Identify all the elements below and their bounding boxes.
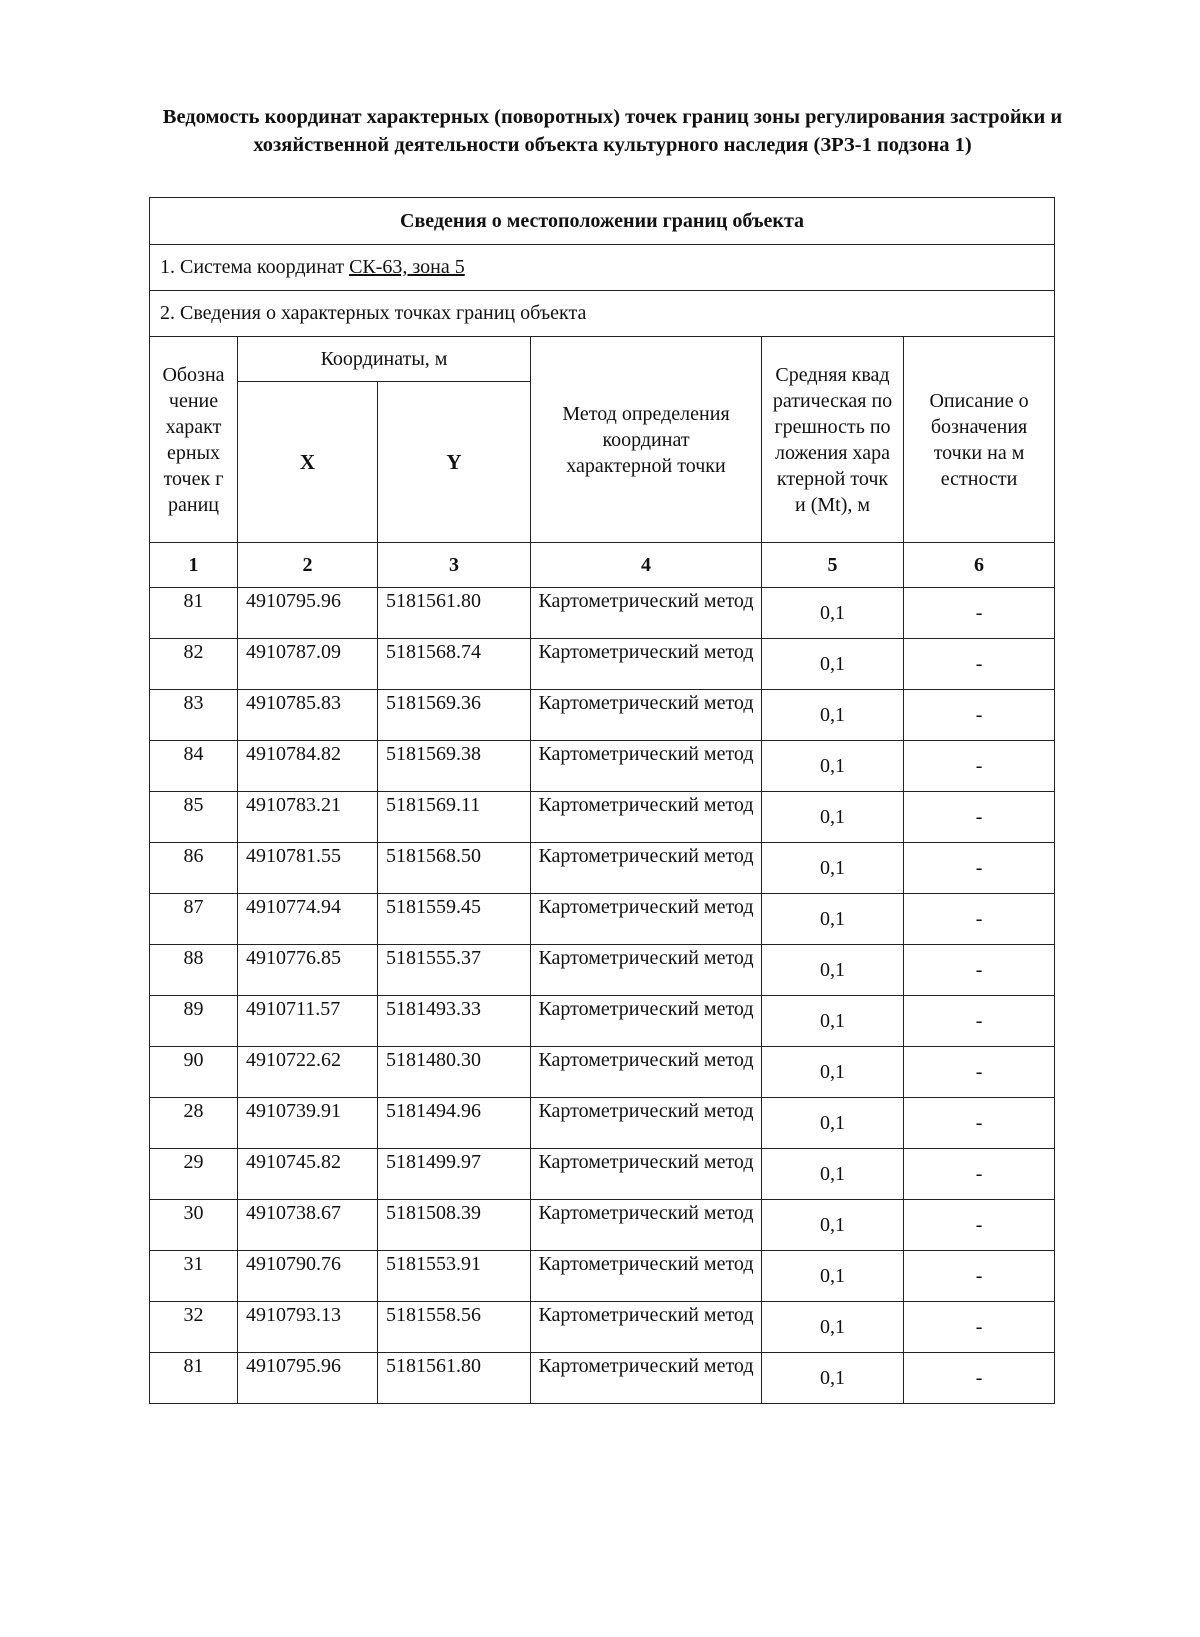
table-row [150, 1149, 1055, 1200]
accuracy-cell: 0,1 [762, 843, 904, 894]
header-row-top [150, 337, 1055, 382]
coord-x: 4910745.82 [238, 1149, 378, 1200]
point-number: 82 [150, 639, 238, 690]
coord-y: 5181480.30 [378, 1047, 531, 1098]
description-cell: - [904, 1098, 1055, 1149]
table-row [150, 690, 1055, 741]
coord-x: 4910711.57 [238, 996, 378, 1047]
method-cell: Картометрический метод [531, 1200, 762, 1251]
coord-x: 4910795.96 [238, 1353, 378, 1404]
point-number: 90 [150, 1047, 238, 1098]
coord-x: 4910781.55 [238, 843, 378, 894]
column-numbers-row [150, 543, 1055, 588]
accuracy-cell: 0,1 [762, 1302, 904, 1353]
description-cell: - [904, 1353, 1055, 1404]
method-cell: Картометрический метод [531, 741, 762, 792]
accuracy-cell: 0,1 [762, 996, 904, 1047]
point-number: 89 [150, 996, 238, 1047]
coord-x: 4910784.82 [238, 741, 378, 792]
description-cell: - [904, 588, 1055, 639]
method-cell: Картометрический метод [531, 639, 762, 690]
header-method: Метод определения координат характерной точки [531, 337, 762, 543]
coord-x: 4910774.94 [238, 894, 378, 945]
header-y: Y [378, 382, 531, 543]
table-row [150, 945, 1055, 996]
accuracy-cell: 0,1 [762, 1251, 904, 1302]
point-number: 81 [150, 1353, 238, 1404]
column-number: 1 [150, 543, 238, 588]
table-row [150, 1353, 1055, 1404]
method-cell: Картометрический метод [531, 1353, 762, 1404]
point-number: 86 [150, 843, 238, 894]
accuracy-cell: 0,1 [762, 1353, 904, 1404]
coord-x: 4910738.67 [238, 1200, 378, 1251]
coord-y: 5181568.74 [378, 639, 531, 690]
coord-y: 5181559.45 [378, 894, 531, 945]
description-cell: - [904, 996, 1055, 1047]
points-section-row [150, 291, 1055, 337]
coord-y: 5181494.96 [378, 1098, 531, 1149]
coord-y: 5181569.36 [378, 690, 531, 741]
column-number: 2 [238, 543, 378, 588]
coord-x: 4910739.91 [238, 1098, 378, 1149]
table-row [150, 1098, 1055, 1149]
description-cell: - [904, 690, 1055, 741]
coord-y: 5181493.33 [378, 996, 531, 1047]
coord-x: 4910787.09 [238, 639, 378, 690]
table-row [150, 1200, 1055, 1251]
description-cell: - [904, 945, 1055, 996]
header-accuracy: Средняя квадратическая погрешность положения характерной точки (Mt), м [762, 337, 904, 543]
method-cell: Картометрический метод [531, 1251, 762, 1302]
method-cell: Картометрический метод [531, 1302, 762, 1353]
table-row [150, 588, 1055, 639]
table-row [150, 1047, 1055, 1098]
accuracy-cell: 0,1 [762, 741, 904, 792]
table-row [150, 1302, 1055, 1353]
method-cell: Картометрический метод [531, 996, 762, 1047]
description-cell: - [904, 894, 1055, 945]
method-cell: Картометрический метод [531, 792, 762, 843]
table-body [150, 198, 1055, 1404]
coordinates-table [149, 197, 1055, 1404]
coord-y: 5181561.80 [378, 1353, 531, 1404]
coord-y: 5181558.56 [378, 1302, 531, 1353]
method-cell: Картометрический метод [531, 1047, 762, 1098]
point-number: 30 [150, 1200, 238, 1251]
coord-y: 5181553.91 [378, 1251, 531, 1302]
table-row [150, 843, 1055, 894]
point-number: 88 [150, 945, 238, 996]
column-number: 6 [904, 543, 1055, 588]
coord-x: 4910793.13 [238, 1302, 378, 1353]
point-number: 31 [150, 1251, 238, 1302]
table-row [150, 792, 1055, 843]
description-cell: - [904, 1200, 1055, 1251]
table-row [150, 741, 1055, 792]
document-title: Ведомость координат характерных (поворотных) точек границ зоны регулирования застройки и хозяйственной деятельности объекта культурного наследия (ЗРЗ-1 подзона 1) [162, 106, 1063, 156]
coord-x: 4910790.76 [238, 1251, 378, 1302]
description-cell: - [904, 792, 1055, 843]
description-cell: - [904, 639, 1055, 690]
description-cell: - [904, 1047, 1055, 1098]
coord-x: 4910785.83 [238, 690, 378, 741]
accuracy-cell: 0,1 [762, 588, 904, 639]
accuracy-cell: 0,1 [762, 690, 904, 741]
points-section-title: 2. Сведения о характерных точках границ объекта [150, 291, 1055, 337]
table-row [150, 639, 1055, 690]
point-number: 85 [150, 792, 238, 843]
description-cell: - [904, 843, 1055, 894]
header-coordinates: Координаты, м [238, 337, 531, 382]
accuracy-cell: 0,1 [762, 945, 904, 996]
method-cell: Картометрический метод [531, 843, 762, 894]
method-cell: Картометрический метод [531, 945, 762, 996]
point-number: 87 [150, 894, 238, 945]
header-description: Описание обозначения точки на местности [904, 337, 1055, 543]
coord-x: 4910776.85 [238, 945, 378, 996]
point-number: 81 [150, 588, 238, 639]
column-number: 3 [378, 543, 531, 588]
accuracy-cell: 0,1 [762, 1149, 904, 1200]
coord-y: 5181569.38 [378, 741, 531, 792]
column-number: 5 [762, 543, 904, 588]
coord-y: 5181561.80 [378, 588, 531, 639]
coord-y: 5181508.39 [378, 1200, 531, 1251]
accuracy-cell: 0,1 [762, 1098, 904, 1149]
point-number: 84 [150, 741, 238, 792]
point-number: 83 [150, 690, 238, 741]
table-row [150, 894, 1055, 945]
point-number: 29 [150, 1149, 238, 1200]
header-designation: Обозначение характерных точек границ [150, 337, 238, 543]
coord-x: 4910783.21 [238, 792, 378, 843]
point-number: 32 [150, 1302, 238, 1353]
method-cell: Картометрический метод [531, 1149, 762, 1200]
point-number: 28 [150, 1098, 238, 1149]
coord-x: 4910795.96 [238, 588, 378, 639]
method-cell: Картометрический метод [531, 1098, 762, 1149]
method-cell: Картометрический метод [531, 690, 762, 741]
table-row [150, 996, 1055, 1047]
coord-x: 4910722.62 [238, 1047, 378, 1098]
description-cell: - [904, 1149, 1055, 1200]
coord-y: 5181569.11 [378, 792, 531, 843]
accuracy-cell: 0,1 [762, 792, 904, 843]
column-number: 4 [531, 543, 762, 588]
accuracy-cell: 0,1 [762, 639, 904, 690]
header-x: X [238, 382, 378, 543]
method-cell: Картометрический метод [531, 588, 762, 639]
coord-system-row [150, 245, 1055, 291]
coord-system-value: СК-63, зона 5 [349, 256, 465, 278]
coord-y: 5181555.37 [378, 945, 531, 996]
coord-y: 5181568.50 [378, 843, 531, 894]
coord-system-label: 1. Система координат [160, 256, 350, 278]
description-cell: - [904, 741, 1055, 792]
coord-y: 5181499.97 [378, 1149, 531, 1200]
coord-system-cell [150, 245, 1055, 291]
accuracy-cell: 0,1 [762, 894, 904, 945]
method-cell: Картометрический метод [531, 894, 762, 945]
table-row [150, 1251, 1055, 1302]
accuracy-cell: 0,1 [762, 1200, 904, 1251]
accuracy-cell: 0,1 [762, 1047, 904, 1098]
description-cell: - [904, 1251, 1055, 1302]
description-cell: - [904, 1302, 1055, 1353]
section-title-row [150, 198, 1055, 245]
section-title: Сведения о местоположении границ объекта [150, 198, 1055, 245]
